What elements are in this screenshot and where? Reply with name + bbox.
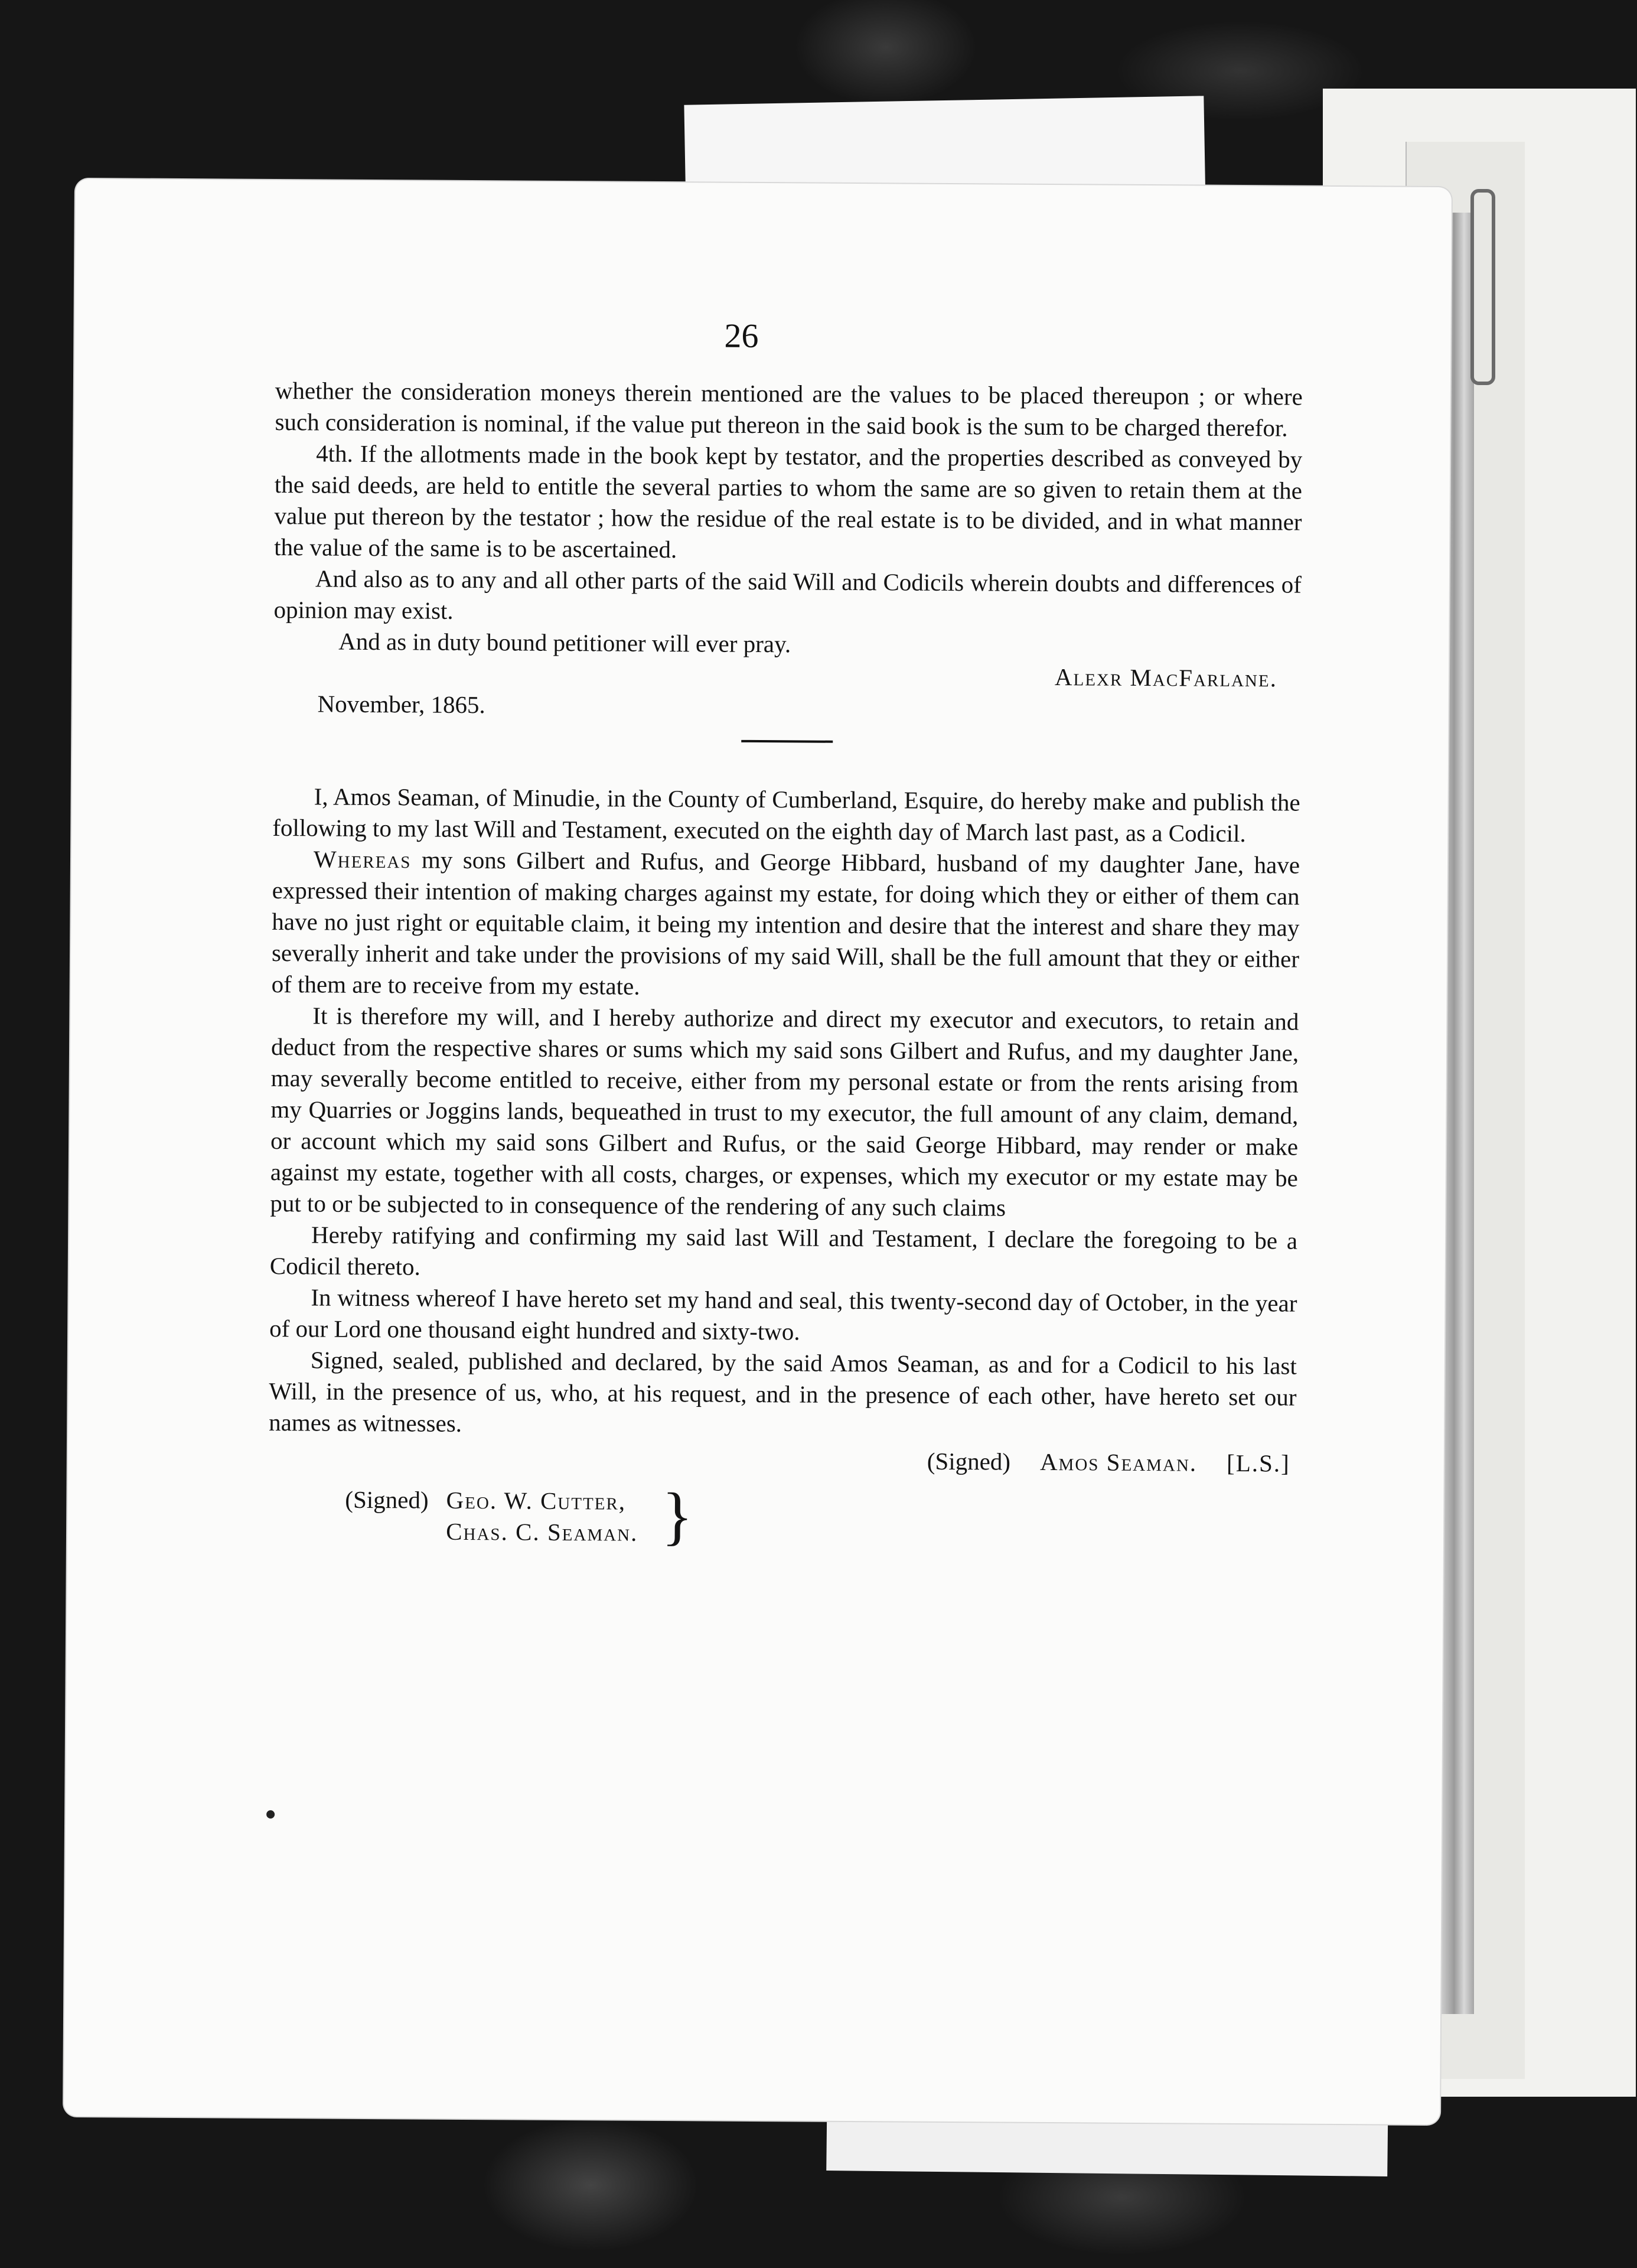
codicil-paragraph: I, Amos Seaman, of Minudie, in the County of Cumberland, Esquire, do hereby make and publish the following to my last Will and Testament, executed on the eighth day of March last past, as a Codicil. (272, 783, 1300, 848)
section-divider (741, 740, 833, 743)
ink-speck (266, 1810, 275, 1819)
brace-glyph: } (661, 1480, 693, 1552)
codicil-paragraph: In witness whereof I have hereto set my hand and seal, this twenty-second day of October, in the year of our Lord one thousand eight hundred and sixty-two. (269, 1283, 1297, 1345)
witness-signed-label: (Signed) (345, 1485, 429, 1514)
document-page (64, 179, 1452, 2124)
testator-name: Amos Seaman. (1039, 1448, 1198, 1477)
codicil-paragraph-text: my sons Gilbert and Rufus, and George Hibbard, husband of my daughter Jane, have expressed their intention of making charges against my estate, for doing which they or either of them can have no just right or equitable claim, it being my intention and desire that the interest and share they may severally inherit and take under the provisions of my said Will, shall be the full amount that they or either of them are to receive from my estate. (271, 846, 1300, 1000)
petition-date: November, 1865. (317, 690, 485, 719)
signed-label: (Signed) (927, 1447, 1011, 1475)
petition-paragraph: 4th. If the allotments made in the book kept by testator, and the properties described as conveyed by the said deeds, are held to entitle the several parties to whom the same are so given to retain them at the value put thereon by the testator ; how the residue of the real estate is to be divided, and in what manner the value of the same is to be ascertained. (274, 439, 1303, 563)
petitioner-signature: Alexr MacFarlane. (1054, 663, 1278, 692)
seal-mark: [L.S.] (1226, 1449, 1290, 1477)
petition-paragraph: And as in duty bound petitioner will ever pray. (338, 627, 791, 658)
petition-paragraph: whether the consideration moneys therein mentioned are the values to be placed thereupon ; or where such consideration is nominal, if the value put thereon in the said book is the sum to be charged therefor. (275, 376, 1303, 442)
witness-names (446, 1485, 638, 1549)
paper-clip (1470, 189, 1495, 385)
testator-signature-row (269, 1442, 1296, 1480)
codicil-paragraph (272, 843, 1300, 1006)
document-body (268, 375, 1303, 1553)
codicil-paragraph: Hereby ratifying and confirming my said last Will and Testament, I declare the foregoing to be a Codicil thereto. (269, 1221, 1298, 1280)
codicil-paragraph: Signed, sealed, published and declared, by the said Amos Seaman, as and for a Codicil to his last Will, in the presence of us, who, at his request, and in the presence of each other, have hereto set our names as witnesses. (269, 1346, 1297, 1437)
petition-paragraph: And also as to any and all other parts of the said Will and Codicils wherein doubts and differences of opinion may exist. (273, 565, 1302, 624)
witness-name: Geo. W. Cutter, (446, 1486, 627, 1515)
codicil-paragraph: It is therefore my will, and I hereby authorize and direct my executor and executors, to retain and deduct from the respective shares or sums which my said sons Gilbert and Rufus, and my daughter Jane, may severally become entitled to receive, either from my personal estate or from the rents arising from my Quarries or Joggins lands, bequeathed in trust to my executor, the full amount of any claim, demand, or account which my said sons Gilbert and Rufus, or the said George Hibbard, may render or make against my estate, together with all costs, charges, or expenses, which my executor or my estate may be put to or be subjected to in consequence of the rendering of any such claims (270, 1002, 1299, 1221)
page-number: 26 (724, 316, 759, 355)
witness-block (268, 1480, 1296, 1553)
witness-name: Chas. C. Seaman. (446, 1517, 638, 1546)
whereas-word: Whereas (313, 845, 412, 874)
